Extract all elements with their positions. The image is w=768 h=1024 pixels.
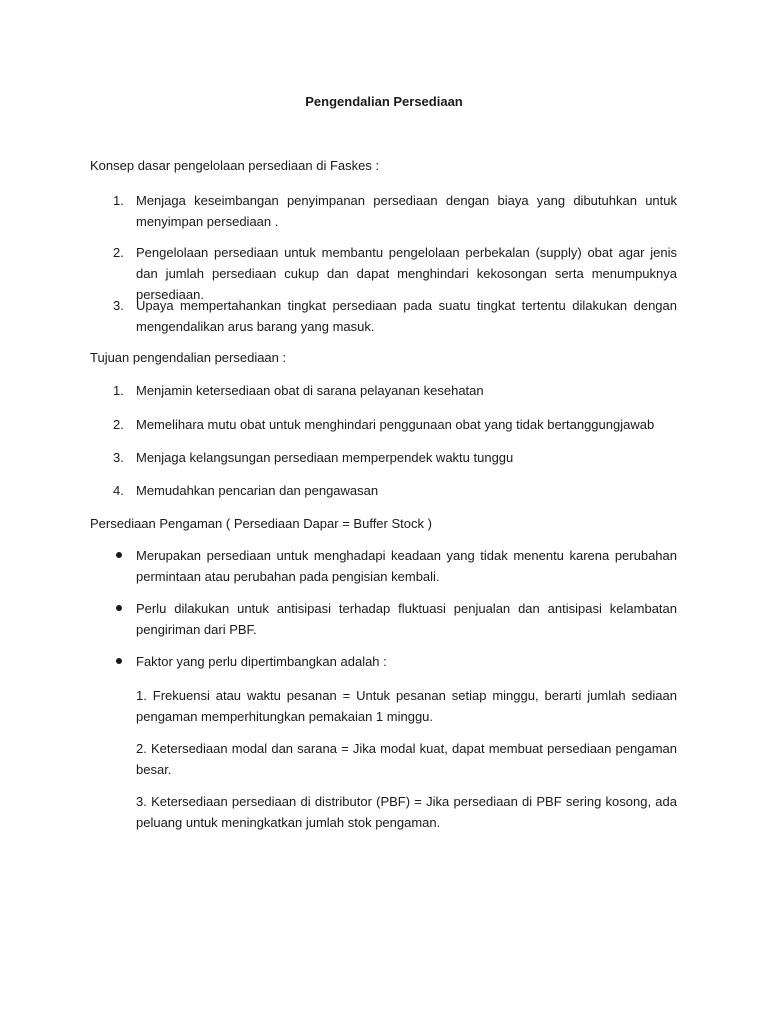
bullet-icon xyxy=(116,658,122,664)
list-number: 2. xyxy=(113,245,124,260)
bullet-item: Perlu dilakukan untuk antisipasi terhadap fluktuasi penjualan dan antisipasi kelambatan pengiriman dari PBF. xyxy=(136,601,677,637)
list-number: 2. xyxy=(113,417,124,432)
factor-item: 1. Frekuensi atau waktu pesanan = Untuk pesanan setiap minggu, berarti jumlah sediaan pengaman memperhitungkan pemakaian 1 minggu. xyxy=(136,688,677,724)
factor-item: 3. Ketersediaan persediaan di distributor (PBF) = Jika persediaan di PBF sering kosong, ada peluang untuk meningkatkan jumlah stok pengaman. xyxy=(136,794,677,830)
bullet-icon xyxy=(116,605,122,611)
list-number: 1. xyxy=(113,193,124,208)
list-item: Upaya mempertahankan tingkat persediaan pada suatu tingkat tertentu dilakukan dengan mengendalikan arus barang yang masuk. xyxy=(136,298,677,334)
bullet-icon xyxy=(116,552,122,558)
list-item: Menjaga keseimbangan penyimpanan persediaan dengan biaya yang dibutuhkan untuk menyimpan persediaan . xyxy=(136,193,677,229)
list-item: Menjaga kelangsungan persediaan memperpendek waktu tunggu xyxy=(136,450,514,465)
list-number: 4. xyxy=(113,483,124,498)
factor-item: 2. Ketersediaan modal dan sarana = Jika modal kuat, dapat membuat persediaan pengaman besar. xyxy=(136,741,677,777)
list-number: 3. xyxy=(113,450,124,465)
bullet-item: Faktor yang perlu dipertimbangkan adalah : xyxy=(136,654,387,669)
document-title: Pengendalian Persediaan xyxy=(305,94,463,109)
list-item: Pengelolaan persediaan untuk membantu pengelolaan perbekalan (supply) obat agar jenis dan jumlah persediaan cukup dan dapat menghindari kekosongan serta menumpuknya persediaan. xyxy=(136,245,677,302)
list-item: Menjamin ketersediaan obat di sarana pelayanan kesehatan xyxy=(136,383,484,398)
section-heading-persediaan-pengaman: Persediaan Pengaman ( Persediaan Dapar = Buffer Stock ) xyxy=(90,516,432,531)
section-heading-konsep: Konsep dasar pengelolaan persediaan di Faskes : xyxy=(90,158,380,173)
list-item: Memelihara mutu obat untuk menghindari penggunaan obat yang tidak bertanggungjawab xyxy=(136,417,655,432)
list-number: 3. xyxy=(113,298,124,313)
list-number: 1. xyxy=(113,383,124,398)
list-item: Memudahkan pencarian dan pengawasan xyxy=(136,483,379,498)
bullet-item: Merupakan persediaan untuk menghadapi keadaan yang tidak menentu karena perubahan permintaan atau perubahan pada pengisian kembali. xyxy=(136,548,677,584)
section-heading-tujuan: Tujuan pengendalian persediaan : xyxy=(90,350,287,365)
